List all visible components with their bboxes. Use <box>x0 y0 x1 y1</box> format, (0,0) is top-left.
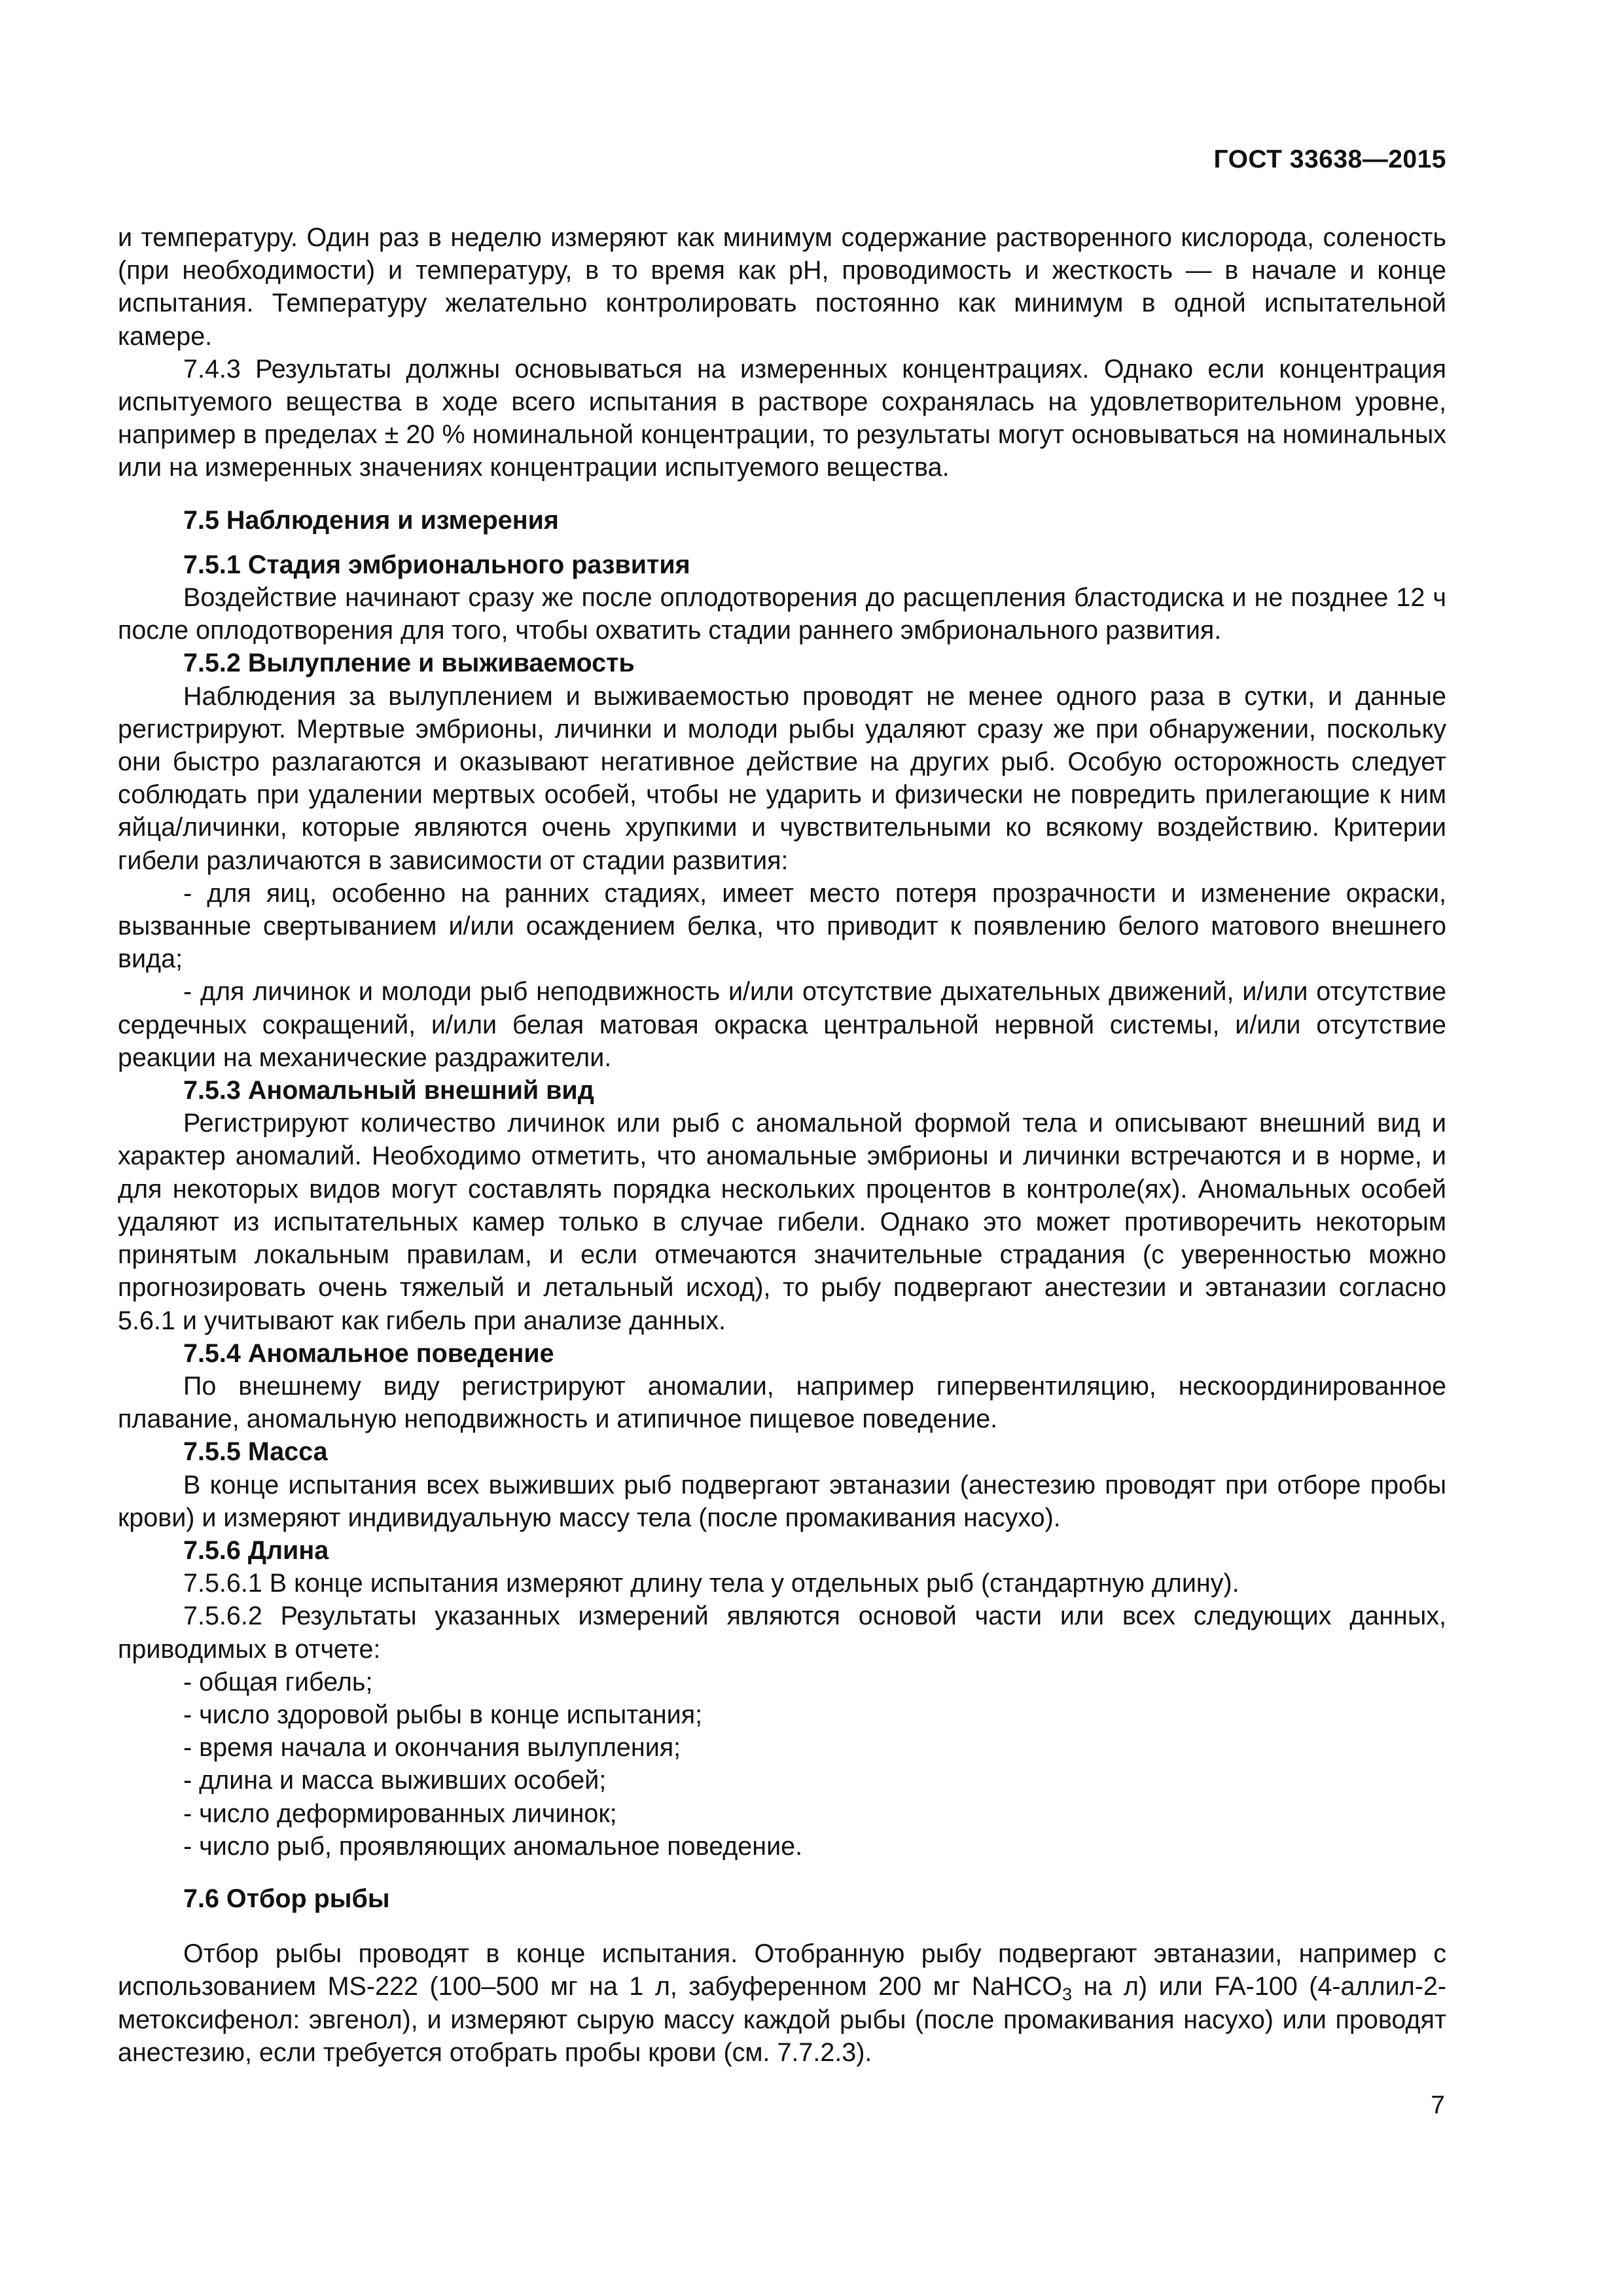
subsection-heading-7-5-3: 7.5.3 Аномальный внешний вид <box>183 1076 594 1105</box>
subsection-heading-7-5-5: 7.5.5 Масса <box>183 1437 328 1467</box>
paragraph-7-5-5: В конце испытания всех выживших рыб подвергают эвтаназии (анестезию проводят при отборе пробы крови) и измеряют индивидуальную массу тела (после промакивания насухо). <box>118 1470 1446 1532</box>
list-item: - общая гибель; <box>183 1667 373 1696</box>
document-code-header: ГОСТ 33638—2015 <box>1213 145 1446 173</box>
paragraph-7-6-part2: на л) или FA-100 (4-аллил-2-метоксифенол: эвгенол), и измеряют сырую массу каждой рыбы (после промакивания насухо) или проводят анестезию, если требуется отобрать пробы крови (см. 7.7.2.3). <box>118 1972 1446 2067</box>
subsection-heading-7-5-4: 7.5.4 Аномальное поведение <box>183 1338 554 1368</box>
paragraph-7-6-part1: Отбор рыбы проводят в конце испытания. Отобранную рыбу подвергают эвтаназии, например с использованием MS-222 (100–500 мг на 1 л, забуференном 200 мг NaHCO <box>118 1939 1446 2001</box>
paragraph-7-5-6-1: 7.5.6.1 В конце испытания измеряют длину тела у отдельных рыб (стандартную длину). <box>183 1569 1240 1598</box>
list-item: - число деформированных личинок; <box>183 1799 617 1828</box>
list-item: - число рыб, проявляющих аномальное поведение. <box>183 1831 803 1861</box>
subsection-heading-7-5-1: 7.5.1 Стадия эмбрионального развития <box>183 550 690 579</box>
paragraph-7-5-1: Воздействие начинают сразу же после оплодотворения до расщепления бластодиска и не позднее 12 ч после оплодотворения для того, чтобы охватить стадии раннего эмбрионального развития. <box>118 583 1446 645</box>
list-item: - длина и масса выживших особей; <box>183 1766 607 1795</box>
section-heading-7-5: 7.5 Наблюдения и измерения <box>183 505 559 535</box>
paragraph-7-4-3: 7.4.3 Результаты должны основываться на измеренных концентрациях. Однако если концентрация испытуемого вещества в ходе всего испытания в растворе сохранялась на удовлетворительном уровне, например в пределах ± 20 % номинальной концентрации, то результаты могут основываться на номинальных или на измеренных значениях концентрации испытуемого вещества. <box>118 354 1446 482</box>
subsection-heading-7-5-6: 7.5.6 Длина <box>183 1535 329 1565</box>
paragraph-7-6 <box>118 1937 1446 2069</box>
paragraph-7-5-4: По внешнему виду регистрируют аномалии, например гипервентиляцию, нескоординированное плавание, аномальную неподвижность и атипичное пищевое поведение. <box>118 1371 1446 1434</box>
paragraph-7-5-6-2: 7.5.6.2 Результаты указанных измерений являются основой части или всех следующих данных, приводимых в отчете: <box>118 1602 1446 1664</box>
list-item-eggs-criteria: - для яиц, особенно на ранних стадиях, имеет место потеря прозрачности и изменение окраски, вызванные свертыванием и/или осаждением белка, что приводит к появлению белого матового внешнего вида; <box>118 878 1446 974</box>
page-body <box>118 221 1446 2069</box>
section-heading-7-6: 7.6 Отбор рыбы <box>183 1884 390 1913</box>
subscript-3: 3 <box>1062 1984 1073 2005</box>
list-item-larvae-criteria: - для личинок и молоди рыб неподвижность и/или отсутствие дыхательных движений, и/или отсутствие сердечных сокращений, и/или белая матовая окраска центральной нервной системы, и/или отсутствие реакции на механические раздражители. <box>118 977 1446 1072</box>
subsection-heading-7-5-2: 7.5.2 Вылупление и выживаемость <box>183 649 635 678</box>
page-number: 7 <box>1431 2091 1445 2119</box>
paragraph-7-5-2: Наблюдения за вылуплением и выживаемостью проводят не менее одного раза в сутки, и данные регистрируют. Мертвые эмбрионы, личинки и молоди рыбы удаляют сразу же при обнаружении, поскольку они быстро разлагаются и оказывают негативное действие на других рыб. Особую осторожность следует соблюдать при удалении мертвых особей, чтобы не ударить и физически не повредить прилегающие к ним яйца/личинки, которые являются очень хрупкими и чувствительными ко всякому воздействию. Критерии гибели различаются в зависимости от стадии развития: <box>118 681 1446 875</box>
paragraph-7-4-2-continued: и температуру. Один раз в неделю измеряют как минимум содержание растворенного кислорода, соленость (при необходимости) и температуру, в то время как pH, проводимость и жесткость — в начале и конце испытания. Температуру желательно контролировать постоянно как минимум в одной испытательной камере. <box>118 223 1446 351</box>
list-item: - время начала и окончания вылупления; <box>183 1733 681 1763</box>
list-item: - число здоровой рыбы в конце испытания; <box>183 1700 703 1729</box>
paragraph-7-5-3: Регистрируют количество личинок или рыб с аномальной формой тела и описывают внешний вид и характер аномалий. Необходимо отметить, что аномальные эмбрионы и личинки встречаются и в норме, и для некоторых видов могут составлять порядка нескольких процентов в контроле(ях). Аномальных особей удаляют из испытательных камер только в случае гибели. Однако это может противоречить некоторым принятым локальным правилам, и если отмечаются значительные страдания (с уверенностью можно прогнозировать очень тяжелый и летальный исход), то рыбу подвергают анестезии и эвтаназии согласно 5.6.1 и учитывают как гибель при анализе данных. <box>118 1109 1446 1335</box>
